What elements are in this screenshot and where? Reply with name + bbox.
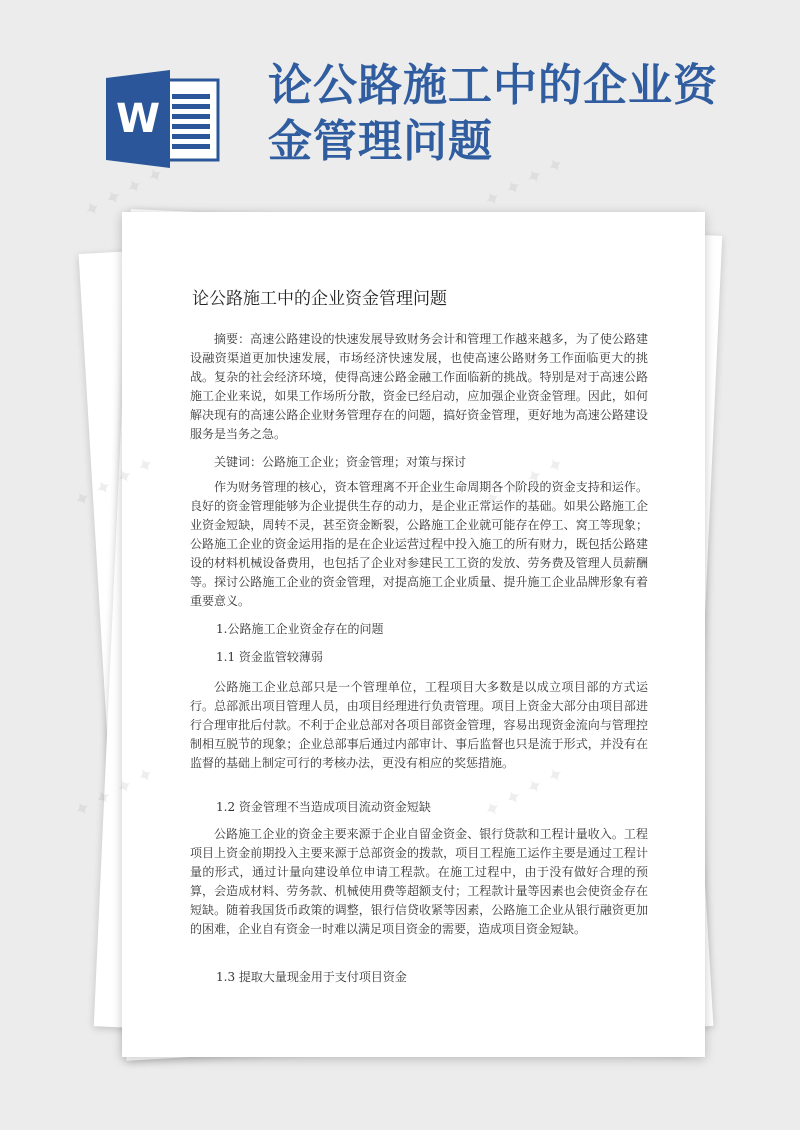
subsection-heading-1-2: 1.2 资金管理不当造成项目流动资金短缺 [216, 800, 431, 814]
watermark: ✦ ✦ ✦ ✦ [479, 150, 569, 214]
banner-title: 论公路施工中的企业资金管理问题 [268, 60, 718, 167]
intro-paragraph: 作为财务管理的核心，资本管理离不开企业生命周期各个阶段的资金支持和运作。良好的资金管理能够为企业提供生存的动力，是企业正常运作的基础。如果公路施工企业资金短缺，周转不灵，甚至资金断裂，公路施工企业就可能存在停工、窝工等现象；公路施工企业的资金运用指的是在企业运营过程中投入施工的所有财力，既包括公路建设的材料机械设备费用，也包括了企业对参建民工工资的发放、劳务费及管理人员薪酬等。探讨公路施工企业的资金管理，对提高施工企业质量、提升施工企业品牌形象有着重要意义。 [190, 480, 648, 608]
word-document-icon [106, 70, 224, 168]
document-page [122, 212, 705, 1057]
subsection-paragraph-1-2: 公路施工企业的资金主要来源于企业自留金资金、银行贷款和工程计量收入。工程项目上资金前期投入主要来源于总部资金的拨款，项目工程施工运作主要是通过工程计量的形式，通过计量向建设单位申请工程款。在施工过程中，由于没有做好合理的预算，会造成材料、劳务款、机械使用费等超额支付；工程款计量等因素也会使资金存在短缺。随着我国货币政策的调整，银行信贷收紧等因素，公路施工企业从银行融资更加的困难，企业自有资金一时难以满足项目资金的需要，造成项目资金短缺。 [190, 827, 648, 936]
word-logo-letter: W [115, 96, 161, 142]
abstract-paragraph: 摘要：高速公路建设的快速发展导致财务会计和管理工作越来越多，为了使公路建设融资渠道更加快速发展，市场经济快速发展，也使高速公路财务工作面临更大的挑战。复杂的社会经济环境，使得高速公路金融工作面临新的挑战。特别是对于高速公路施工企业来说，如果工作场所分散，资金已经启动，应加强企业资金管理。因此，如何解决现有的高速公路企业财务管理存在的问题，搞好资金管理，更好地为高速公路建设服务是当务之急。 [190, 332, 648, 441]
watermark: ✦ [69, 794, 96, 824]
subsection-paragraph-1-1: 公路施工企业总部只是一个管理单位，工程项目大多数是以成立项目部的方式运行。总部派出项目管理人员，由项目经理进行负责管理。项目上资金大部分由项目部进行合理审批后付款。不利于企业总部对各项目部资金管理，容易出现资金流向与管理控制相互脱节的现象；企业总部事后通过内部审计、事后监督也只是流于形式，并没有在监督的基础上制定可行的考核办法，更没有相应的奖惩措施。 [190, 680, 648, 770]
section-heading-1: 1.公路施工企业资金存在的问题 [216, 622, 384, 636]
keywords-line: 关键词：公路施工企业；资金管理；对策与探讨 [214, 455, 467, 469]
watermark: ✦ ✦ ✦ ✦ [79, 160, 169, 224]
subsection-heading-1-3: 1.3 提取大量现金用于支付项目资金 [216, 970, 407, 984]
watermark: ✦ [69, 484, 96, 514]
document-title: 论公路施工中的企业资金管理问题 [192, 289, 447, 309]
subsection-heading-1-1: 1.1 资金监管较薄弱 [216, 650, 323, 664]
